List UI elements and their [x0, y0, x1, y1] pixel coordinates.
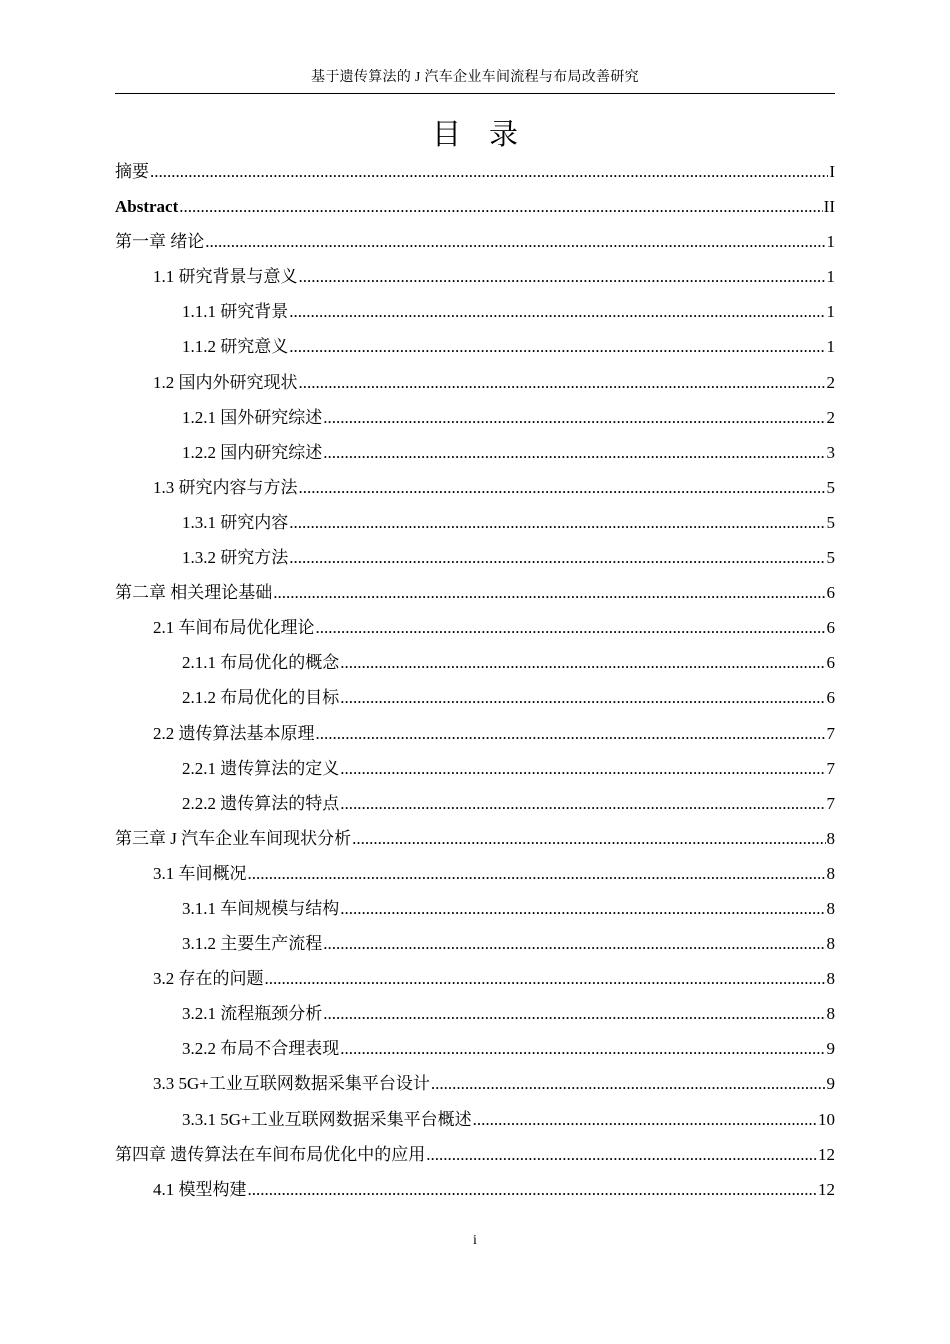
toc-entry-title: 3.2.2 布局不合理表现 [182, 1039, 340, 1059]
toc-entry[interactable] [115, 1137, 835, 1172]
toc-entry-page: 7 [826, 793, 835, 813]
toc-entry-title: 3.2 存在的问题 [153, 969, 264, 989]
toc-leader-dots [299, 365, 826, 400]
toc-entry-page: 8 [826, 934, 835, 954]
toc-leader-dots [179, 189, 822, 224]
toc-entry-title: 2.2.1 遗传算法的定义 [182, 758, 340, 778]
toc-leader-dots [340, 751, 825, 786]
toc-entry-title: 3.1.1 车间规模与结构 [182, 898, 340, 918]
toc-entry-page: 7 [826, 758, 835, 778]
toc-entry[interactable] [115, 751, 835, 786]
toc-entry-title: 1.1 研究背景与意义 [153, 267, 298, 287]
toc-entry[interactable] [115, 224, 835, 259]
toc-leader-dots [340, 786, 825, 821]
toc-entry-page: 7 [826, 723, 835, 743]
toc-title [0, 114, 950, 154]
toc-leader-dots [352, 821, 825, 856]
toc-entry[interactable] [115, 645, 835, 680]
page-number: i [473, 1233, 477, 1248]
toc-entry-title: 1.2 国内外研究现状 [153, 372, 298, 392]
toc-entry-page: 6 [826, 653, 835, 673]
toc-entry[interactable] [115, 610, 835, 645]
toc-leader-dots [340, 891, 825, 926]
toc-entry[interactable] [115, 435, 835, 470]
toc-entry[interactable] [115, 716, 835, 751]
toc-entry-page: 9 [826, 1039, 835, 1059]
toc-entry-page: 5 [826, 477, 835, 497]
toc-entry-title: 2.2 遗传算法基本原理 [153, 723, 315, 743]
toc-entry-page: 1 [826, 267, 835, 287]
toc-leader-dots [340, 1031, 825, 1066]
toc-entry-title: 第四章 遗传算法在车间布局优化中的应用 [115, 1144, 426, 1164]
toc-entry[interactable] [115, 821, 835, 856]
toc-entry-page: 8 [826, 898, 835, 918]
toc-entry-title: 1.2.1 国外研究综述 [182, 407, 323, 427]
toc-entry[interactable] [115, 294, 835, 329]
toc-leader-dots [426, 1137, 817, 1172]
toc-leader-dots [316, 716, 826, 751]
toc-entry-page: 8 [826, 1004, 835, 1024]
toc-leader-dots [473, 1102, 817, 1137]
toc-entry[interactable] [115, 189, 835, 224]
toc-entry-title: 1.1.1 研究背景 [182, 302, 289, 322]
toc-entry-page: II [823, 197, 835, 217]
toc-leader-dots [323, 400, 825, 435]
toc-entry-title: 3.2.1 流程瓶颈分析 [182, 1004, 323, 1024]
toc-entry-page: 10 [818, 1109, 835, 1129]
toc-entry-page: 1 [826, 337, 835, 357]
toc-entry[interactable] [115, 575, 835, 610]
toc-entry-title: Abstract [115, 197, 179, 217]
toc-entry-title: 3.3 5G+工业互联网数据采集平台设计 [153, 1074, 430, 1094]
toc-entry-title: 3.1.2 主要生产流程 [182, 934, 323, 954]
toc-leader-dots [299, 259, 826, 294]
toc-entry-title: 1.3 研究内容与方法 [153, 477, 298, 497]
toc-entry-page: 5 [826, 548, 835, 568]
toc-leader-dots [340, 680, 825, 715]
toc-entry-title: 1.3.2 研究方法 [182, 548, 289, 568]
toc-entry[interactable] [115, 856, 835, 891]
toc-entry[interactable] [115, 365, 835, 400]
toc-entry-title: 4.1 模型构建 [153, 1179, 247, 1199]
toc-leader-dots [299, 470, 826, 505]
toc-leader-dots [265, 961, 826, 996]
toc-entry[interactable] [115, 786, 835, 821]
toc-entry-page: 12 [818, 1179, 835, 1199]
toc-leader-dots [205, 224, 825, 259]
toc-entry-page: 2 [826, 407, 835, 427]
toc-leader-dots [273, 575, 825, 610]
toc-entry-page: 9 [826, 1074, 835, 1094]
toc-entry-page: 6 [826, 688, 835, 708]
toc-entry-page: 1 [826, 232, 835, 252]
toc-entry-title: 1.2.2 国内研究综述 [182, 442, 323, 462]
table-of-contents [115, 154, 835, 1207]
toc-entry[interactable] [115, 154, 835, 189]
toc-entry-page: 12 [818, 1144, 835, 1164]
toc-leader-dots [323, 996, 825, 1031]
toc-entry[interactable] [115, 961, 835, 996]
toc-entry-page: 8 [826, 828, 835, 848]
toc-leader-dots [289, 540, 825, 575]
running-header: 基于遗传算法的 J 汽车企业车间流程与布局改善研究 [311, 70, 639, 85]
toc-leader-dots [289, 294, 825, 329]
toc-title-char-1: 目 [431, 117, 461, 151]
toc-entry[interactable] [115, 505, 835, 540]
toc-entry[interactable] [115, 680, 835, 715]
toc-entry-title: 3.3.1 5G+工业互联网数据采集平台概述 [182, 1109, 472, 1129]
toc-entry[interactable] [115, 1172, 835, 1207]
toc-entry-title: 第三章 J 汽车企业车间现状分析 [115, 828, 352, 848]
toc-entry-title: 3.1 车间概况 [153, 863, 247, 883]
toc-entry-page: I [829, 162, 835, 181]
toc-entry-title: 1.1.2 研究意义 [182, 337, 289, 357]
toc-entry[interactable] [115, 329, 835, 364]
toc-entry-page: 8 [826, 863, 835, 883]
toc-title-char-2: 录 [489, 117, 519, 151]
toc-entry[interactable] [115, 1066, 835, 1101]
toc-entry[interactable] [115, 400, 835, 435]
toc-entry[interactable] [115, 1102, 835, 1137]
toc-entry-title: 摘要 [115, 162, 149, 181]
toc-leader-dots [248, 1172, 818, 1207]
toc-entry[interactable] [115, 259, 835, 294]
toc-entry[interactable] [115, 891, 835, 926]
toc-leader-dots [340, 645, 825, 680]
toc-entry-title: 2.1.2 布局优化的目标 [182, 688, 340, 708]
toc-leader-dots [316, 610, 826, 645]
toc-entry-title: 1.3.1 研究内容 [182, 512, 289, 532]
toc-entry-page: 3 [826, 442, 835, 462]
toc-leader-dots [150, 154, 828, 189]
toc-leader-dots [289, 505, 825, 540]
toc-entry-title: 2.2.2 遗传算法的特点 [182, 793, 340, 813]
toc-leader-dots [248, 856, 826, 891]
toc-entry-title: 2.1 车间布局优化理论 [153, 618, 315, 638]
toc-entry[interactable] [115, 996, 835, 1031]
toc-entry[interactable] [115, 540, 835, 575]
toc-entry[interactable] [115, 470, 835, 505]
toc-entry[interactable] [115, 926, 835, 961]
toc-entry-title: 第一章 绪论 [115, 232, 205, 252]
toc-entry[interactable] [115, 1031, 835, 1066]
toc-entry-page: 6 [826, 583, 835, 603]
toc-entry-page: 8 [826, 969, 835, 989]
toc-leader-dots [323, 926, 825, 961]
toc-entry-title: 第二章 相关理论基础 [115, 583, 273, 603]
toc-entry-page: 2 [826, 372, 835, 392]
toc-entry-page: 5 [826, 512, 835, 532]
toc-entry-page: 1 [826, 302, 835, 322]
toc-leader-dots [431, 1066, 826, 1101]
toc-entry-title: 2.1.1 布局优化的概念 [182, 653, 340, 673]
toc-entry-page: 6 [826, 618, 835, 638]
header-rule [115, 93, 835, 94]
toc-leader-dots [323, 435, 825, 470]
toc-leader-dots [289, 329, 825, 364]
